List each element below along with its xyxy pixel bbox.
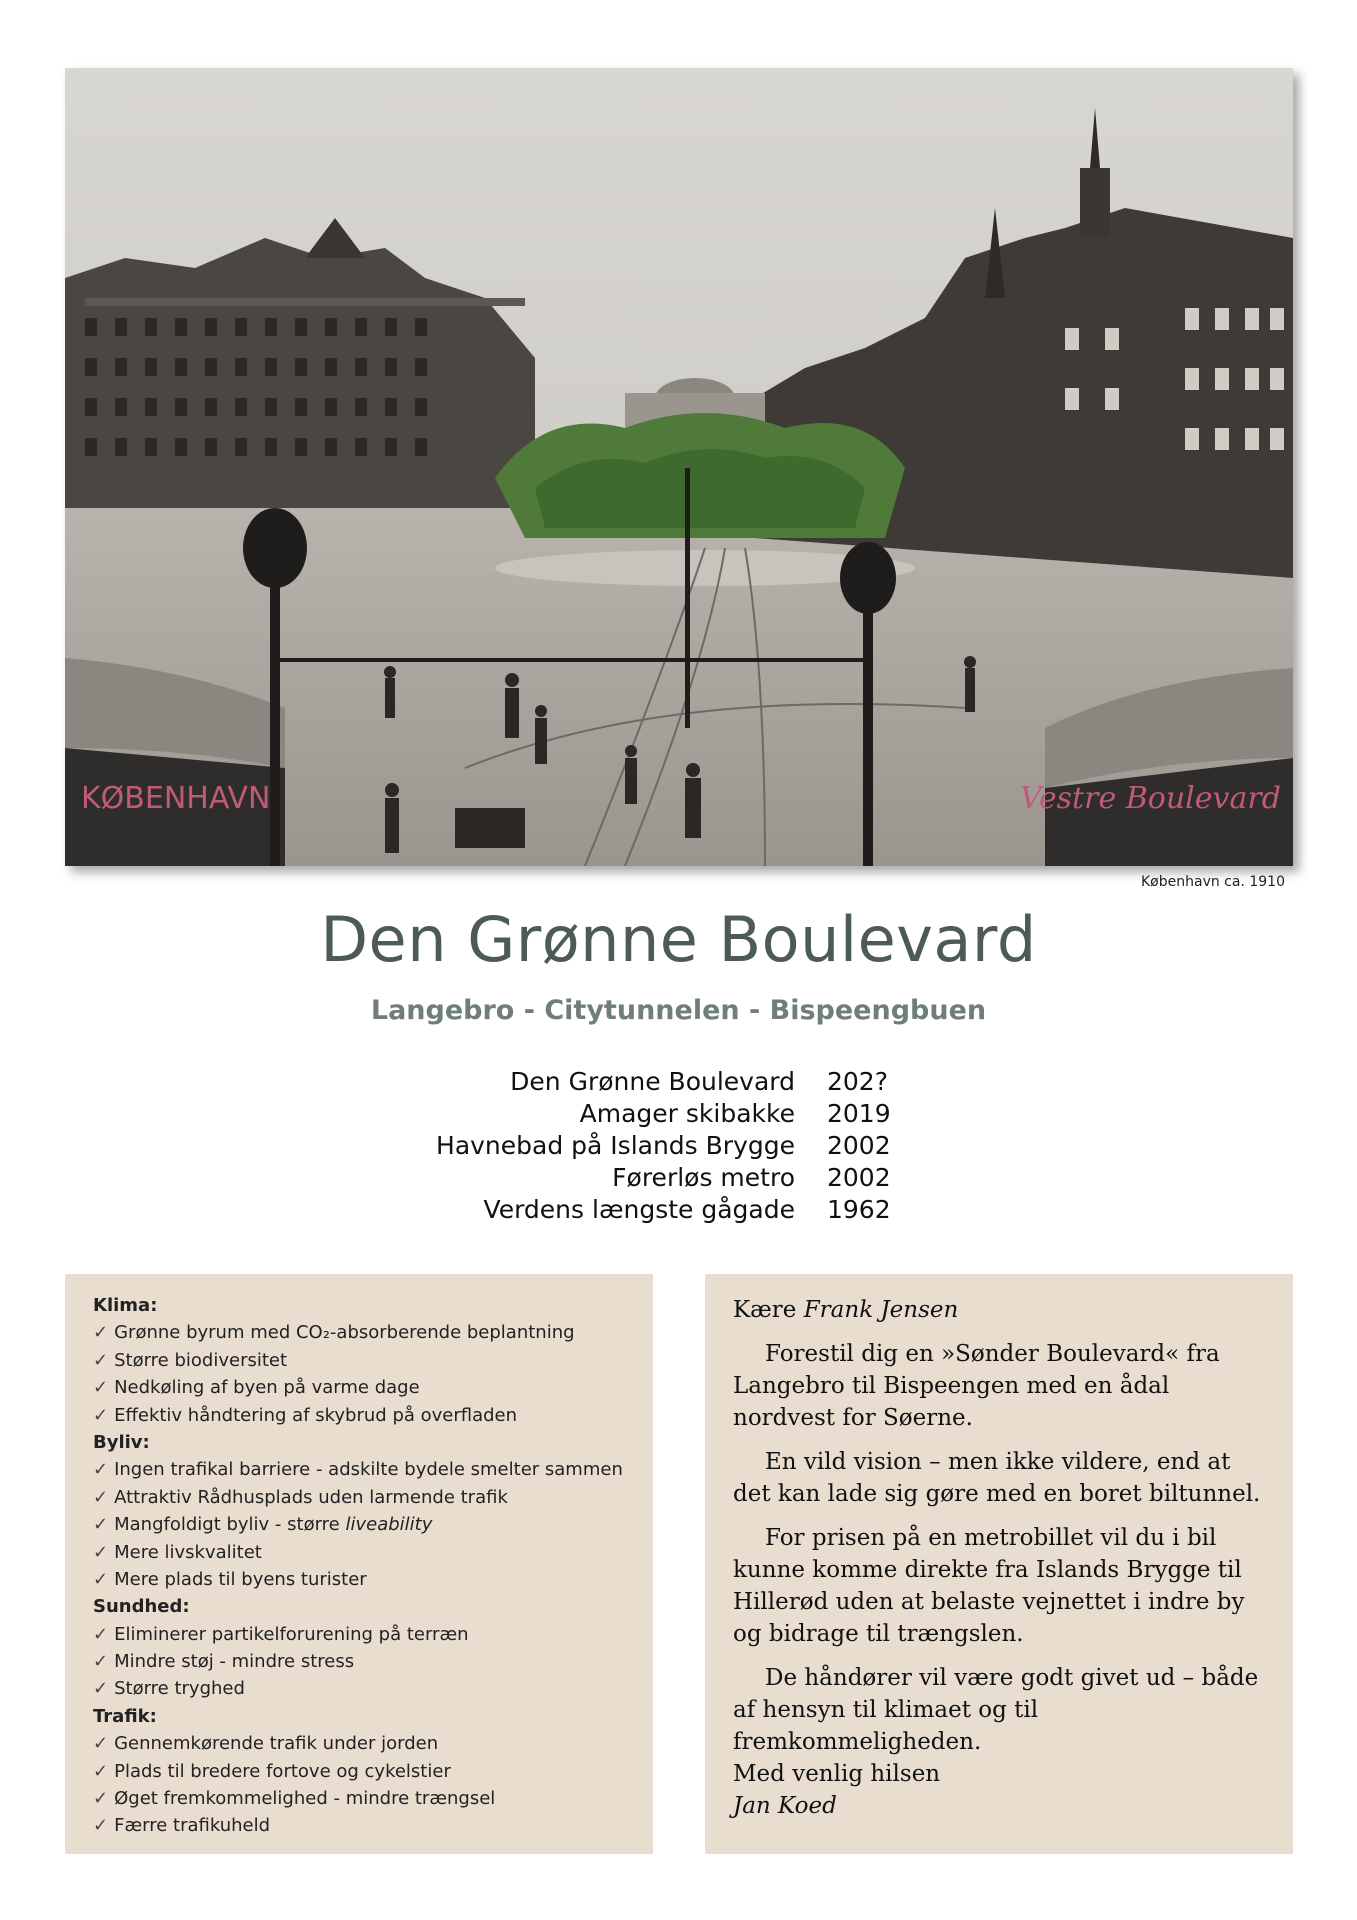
milestone-year: 202? xyxy=(827,1067,888,1096)
letter-paragraph: En vild vision – men ikke vildere, end at det kan lade sig gøre med en boret biltunnel. xyxy=(733,1449,1261,1507)
letter-salutation xyxy=(733,1294,1269,1326)
milestone-year: 1962 xyxy=(827,1195,891,1224)
milestone-year: 2002 xyxy=(827,1163,891,1192)
benefit-item xyxy=(93,1675,653,1702)
check-icon: ✓ xyxy=(93,1486,109,1508)
check-icon: ✓ xyxy=(93,1568,109,1590)
page-title: Den Grønne Boulevard xyxy=(320,903,1037,976)
milestone-year: 2002 xyxy=(827,1131,891,1160)
signature-name: Jan Koed xyxy=(733,1793,837,1819)
benefit-text: Mindre støj - mindre stress xyxy=(114,1651,355,1673)
benefit-text: Eliminerer partikelforurening på terræn xyxy=(114,1623,469,1645)
check-icon: ✓ xyxy=(93,1349,109,1371)
photo-label-right: Vestre Boulevard xyxy=(1020,781,1281,816)
check-icon: ✓ xyxy=(93,1514,109,1536)
milestone-label: Den Grønne Boulevard xyxy=(510,1067,795,1096)
benefit-item xyxy=(93,1319,653,1346)
check-icon: ✓ xyxy=(93,1623,109,1645)
benefit-item xyxy=(93,1648,653,1675)
benefit-text: Større tryghed xyxy=(114,1678,245,1700)
benefit-text: Attraktiv Rådhusplads uden larmende trafik xyxy=(114,1486,508,1508)
check-icon: ✓ xyxy=(93,1651,109,1673)
check-icon: ✓ xyxy=(93,1678,109,1700)
check-icon: ✓ xyxy=(93,1377,109,1399)
benefits-heading-byliv: Byliv: xyxy=(93,1431,150,1453)
benefit-item xyxy=(93,1812,653,1839)
check-icon: ✓ xyxy=(93,1815,109,1837)
milestone-row xyxy=(0,1162,1357,1194)
benefit-text: Plads til bredere fortove og cykelstier xyxy=(114,1760,451,1782)
check-icon: ✓ xyxy=(93,1322,109,1344)
benefit-text: Mangfoldigt byliv - større xyxy=(114,1514,346,1536)
check-icon: ✓ xyxy=(93,1404,109,1426)
milestone-label: Verdens længste gågade xyxy=(483,1195,795,1224)
page-subtitle: Langebro - Citytunnelen - Bispeengbuen xyxy=(370,995,987,1026)
benefit-text: Større biodiversitet xyxy=(114,1349,288,1371)
benefit-item xyxy=(93,1539,653,1566)
photo-label-left: KØBENHAVN xyxy=(81,781,271,816)
letter-signature xyxy=(733,1790,1269,1822)
benefits-heading-sundhed: Sundhed: xyxy=(93,1596,190,1618)
postcard-illustration xyxy=(65,68,1293,866)
benefit-text-emphasis: liveability xyxy=(345,1514,433,1536)
benefit-text: Mere livskvalitet xyxy=(114,1541,262,1563)
benefit-text: Grønne byrum med CO₂-absorberende beplantning xyxy=(114,1322,575,1344)
benefit-text: Nedkøling af byen på varme dage xyxy=(114,1377,420,1399)
check-icon: ✓ xyxy=(93,1760,109,1782)
benefit-text: Effektiv håndtering af skybrud på overfladen xyxy=(114,1404,518,1426)
benefit-text: Øget fremkommelighed - mindre trængsel xyxy=(114,1788,496,1810)
letter-paragraph: Forestil dig en »Sønder Boulevard« fra Langebro til Bispeengen med en ådal nordvest for Søerne. xyxy=(733,1341,1220,1431)
benefit-item xyxy=(93,1347,653,1374)
benefit-item xyxy=(93,1785,653,1812)
milestone-label: Førerløs metro xyxy=(612,1163,795,1192)
letter-paragraph: De håndører vil være godt givet ud – både af hensyn til klimaet og til fremkommeligheden. xyxy=(733,1665,1259,1755)
milestone-row xyxy=(0,1194,1357,1226)
letter-box xyxy=(705,1274,1293,1854)
photo-caption: København ca. 1910 xyxy=(1141,874,1285,890)
benefit-text: Mere plads til byens turister xyxy=(114,1568,367,1590)
benefit-item xyxy=(93,1456,653,1483)
benefit-item xyxy=(93,1621,653,1648)
check-icon: ✓ xyxy=(93,1788,109,1810)
check-icon: ✓ xyxy=(93,1733,109,1755)
salutation-text: Kære xyxy=(733,1297,804,1323)
milestone-row xyxy=(0,1098,1357,1130)
benefit-text: Færre trafikuheld xyxy=(114,1815,271,1837)
benefit-item xyxy=(93,1484,653,1511)
benefit-text: Ingen trafikal barriere - adskilte bydele smelter sammen xyxy=(114,1459,623,1481)
benefit-text: Gennemkørende trafik under jorden xyxy=(114,1733,439,1755)
historic-photo xyxy=(65,68,1293,866)
milestone-label: Havnebad på Islands Brygge xyxy=(436,1131,795,1160)
letter-paragraph: For prisen på en metrobillet vil du i bil kunne komme direkte fra Islands Brygge til Hillerød uden at belaste vejnettet i indre by og bidrage til trængslen. xyxy=(733,1525,1245,1647)
milestone-row xyxy=(0,1130,1357,1162)
check-icon: ✓ xyxy=(93,1459,109,1481)
letter-closing: Med venlig hilsen xyxy=(733,1761,941,1787)
benefit-item xyxy=(93,1566,653,1593)
check-icon: ✓ xyxy=(93,1541,109,1563)
benefits-heading-trafik: Trafik: xyxy=(93,1705,157,1727)
milestone-year: 2019 xyxy=(827,1099,891,1128)
benefit-item xyxy=(93,1758,653,1785)
benefits-box xyxy=(65,1274,653,1854)
benefit-item xyxy=(93,1730,653,1757)
benefits-heading-klima: Klima: xyxy=(93,1295,158,1316)
milestone-row xyxy=(0,1066,1357,1098)
milestones-list xyxy=(0,1066,1357,1226)
benefit-item xyxy=(93,1402,653,1429)
benefit-item xyxy=(93,1374,653,1401)
benefit-item xyxy=(93,1511,653,1538)
recipient-name: Frank Jensen xyxy=(803,1297,959,1323)
milestone-label: Amager skibakke xyxy=(579,1099,795,1128)
